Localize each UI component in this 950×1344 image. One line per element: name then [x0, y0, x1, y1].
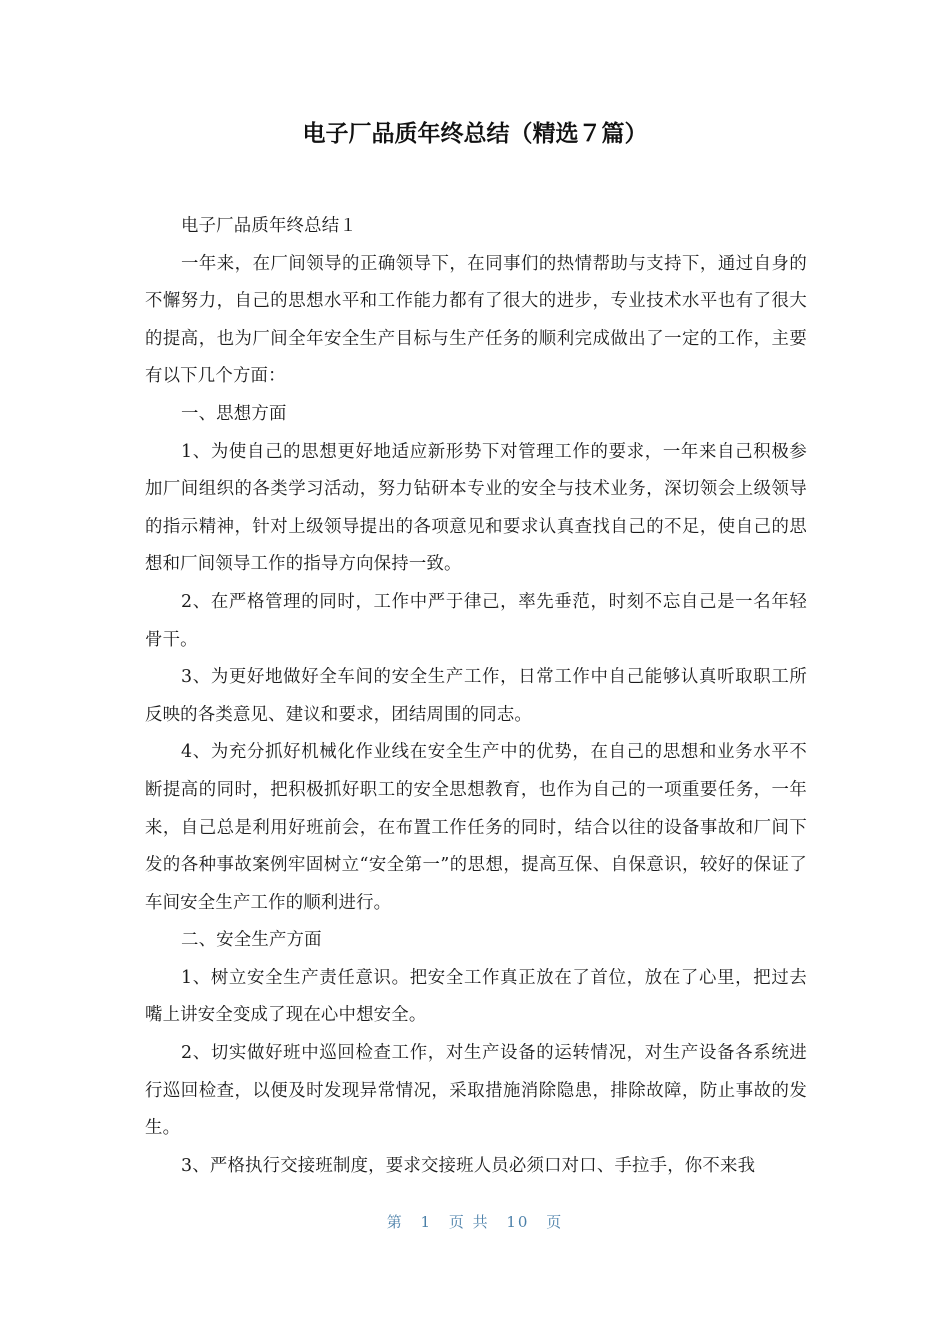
paragraph: 2、在严格管理的同时，工作中严于律己，率先垂范，时刻不忘自己是一名年轻骨干。 [145, 591, 807, 650]
paragraph: 4、为充分抓好机械化作业线在安全生产中的优势，在自己的思想和业务水平不断提高的同时，把积极抓好职工的安全思想教育，也作为自己的一项重要任务，一年来，自己总是利用好班前会，在布置工作任务的同时，结合以往的设备事故和厂间下发的各种事故案例牢固树立“安全第一”的思想，提高互保、自保意识，较好的保证了车间安全生产工作的顺利进行。 [145, 742, 807, 913]
section-heading: 二、安全生产方面 [181, 930, 322, 951]
paragraph: 1、为使自己的思想更好地适应新形势下对管理工作的要求，一年来自己积极参加厂间组织的各类学习活动，努力钻研本专业的安全与技术业务，深切领会上级领导的指示精神，针对上级领导提出的各项意见和要求认真查找自己的不足，使自己的思想和厂间领导工作的指导方向保持一致。 [145, 441, 807, 575]
footer-suffix: 页 [546, 1213, 564, 1231]
section-heading: 一、思想方面 [181, 403, 287, 424]
paragraph: 一年来，在厂间领导的正确领导下，在同事们的热情帮助与支持下，通过自身的不懈努力，自己的思想水平和工作能力都有了很大的进步，专业技术水平也有了很大的提高，也为厂间全年安全生产目标与生产任务的顺利完成做出了一定的工作，主要有以下几个方面： [145, 253, 807, 387]
section-heading: 电子厂品质年终总结１ [181, 216, 357, 236]
current-page-number: 1 [420, 1213, 433, 1231]
footer-prefix: 第 [386, 1213, 404, 1231]
total-pages-number: 10 [506, 1213, 530, 1231]
footer-middle: 页 共 [448, 1213, 490, 1231]
paragraph: 3、为更好地做好全车间的安全生产工作，日常工作中自己能够认真听取职工所反映的各类意见、建议和要求，团结周围的同志。 [145, 667, 807, 725]
paragraph: 2、切实做好班中巡回检查工作，对生产设备的运转情况，对生产设备各系统进行巡回检查，以便及时发现异常情况，采取措施消除隐患，排除故障，防止事故的发生。 [145, 1043, 807, 1139]
page-title: 电子厂品质年终总结（精选７篇） [302, 121, 648, 147]
page-footer [0, 1210, 950, 1234]
document-body [145, 208, 807, 1185]
paragraph: 3、严格执行交接班制度，要求交接班人员必须口对口、手拉手，你不来我 [181, 1155, 756, 1176]
paragraph: 1、树立安全生产责任意识。把安全工作真正放在了首位，放在了心里，把过去嘴上讲安全变成了现在心中想安全。 [145, 967, 807, 1026]
